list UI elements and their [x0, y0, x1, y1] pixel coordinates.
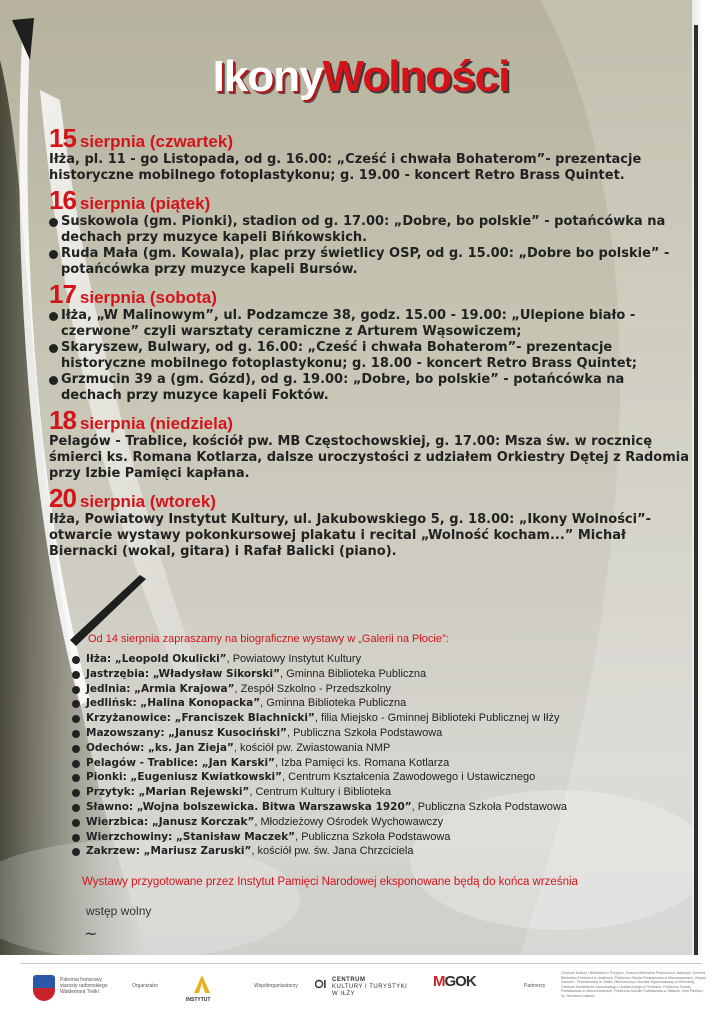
event-date-heading: 18 sierpnia (niedziela) [49, 405, 233, 435]
bullet-icon [49, 344, 58, 353]
ckit-mark-icon [315, 979, 327, 989]
bullet-icon [72, 789, 80, 797]
mgok-logo: MGOK [433, 973, 476, 990]
event-day [49, 483, 689, 560]
coat-of-arms-icon [33, 975, 55, 1001]
event-day [49, 405, 689, 482]
event-item: Iłża, „W Malinowym”, ul. Podzamcze 38, godz. 15.00 - 19.00: „Ulepione biało - czerwone” czyli warsztaty ceramiczne z Arturem Wąsowiczem; [49, 308, 689, 340]
title-word-2: Wolności [322, 52, 510, 101]
list-item: Jedlińsk: „Halina Konopacka”, Gminna Biblioteka Publiczna [72, 696, 672, 711]
bullet-icon [49, 218, 58, 227]
list-item: Mazowszany: „Janusz Kusociński”, Publiczna Szkoła Podstawowa [72, 726, 672, 741]
list-item: Przytyk: „Marian Rejewski”, Centrum Kultury i Biblioteka [72, 785, 672, 800]
list-item: Jedlnia: „Armia Krajowa”, Zespół Szkolno - Przedszkolny [72, 682, 672, 697]
list-item: Wierzchowiny: „Stanisław Maczek”, Publiczna Szkoła Podstawowa [72, 830, 672, 845]
bullet-icon [72, 804, 80, 812]
partners-label: Partnerzy [524, 983, 546, 989]
exhibitions-note: Wystawy przygotowane przez Instytut Pamięci Narodowej eksponowane będą do końca września [82, 876, 578, 888]
event-date-heading: 15 sierpnia (czwartek) [49, 123, 233, 153]
exhibitions-heading: Od 14 sierpnia zapraszamy na biograficzne wystawy w „Galerii na Płocie”: [88, 633, 449, 645]
bullet-icon [72, 686, 80, 694]
bullet-icon [72, 760, 80, 768]
bullet-icon [72, 700, 80, 708]
event-item: Skaryszew, Bulwary, od g. 16.00: „Cześć i chwała Bohaterom”- prezentacje historyczne mobilnego fotoplastykonu; g. 18.00 - koncert Retro Brass Quintet; [49, 340, 689, 372]
patron-text: Patronat honorowy starosty radomskiego Waldemara Trelki [60, 977, 108, 995]
bullet-icon [72, 848, 80, 856]
event-day [49, 123, 689, 184]
list-item: Zakrzew: „Mariusz Zaruski”, kościół pw. św. Jana Chrzciciela [72, 844, 672, 859]
list-item: Odechów: „ks. Jan Zieja”, kościół pw. Zwiastowania NMP [72, 741, 672, 756]
bullet-icon [72, 671, 80, 679]
ckit-line-2: KULTURY I TURYSTYKI [332, 984, 408, 990]
bullet-icon [49, 312, 58, 321]
ckit-line-3: W IŁŻY [332, 991, 356, 997]
event-description: Iłża, pl. 11 - go Listopada, od g. 16.00: „Cześć i chwała Bohaterom”- prezentacje historyczne mobilnego fotoplastykonu; g. 19.00 - koncert Retro Brass Quintet. [49, 152, 642, 183]
title-word-1: Ikony [212, 52, 323, 101]
bullet-icon [72, 774, 80, 782]
event-item: Ruda Mała (gm. Kowala), plac przy świetlicy OSP, od g. 15.00: „Dobre bo polskie” - potańcówka przy muzyce kapeli Bursów. [49, 246, 689, 278]
event-description: Iłża, Powiatowy Instytut Kultury, ul. Jakubowskiego 5, g. 18.00: „Ikony Wolności”- otwarcie wystawy pokonkursowej plakatu i recital „Wolność kocham...” Michał Biernacki (wokal, gitara) i Rafał Balicki (piano). [49, 512, 652, 559]
list-item: Pionki: „Eugeniusz Kwiatkowski”, Centrum Kształcenia Zawodowego i Ustawicznego [72, 770, 672, 785]
bullet-icon [72, 730, 80, 738]
ipn-logo-text: INSTYTUT [186, 997, 211, 1003]
bullet-icon [72, 715, 80, 723]
event-day [49, 279, 689, 404]
event-item: Grzmucin 39 a (gm. Gózd), od g. 19.00: „Dobre, bo polskie” - potańcówka na dechach przy muzyce kapeli Foktów. [49, 372, 689, 404]
list-item: Wierzbica: „Janusz Korczak”, Młodzieżowy Ośrodek Wychowawczy [72, 815, 672, 830]
list-item: Pelagów - Trablice: „Jan Karski”, Izba Pamięci ks. Romana Kotlarza [72, 756, 672, 771]
bullet-icon [49, 376, 58, 385]
bullet-icon [49, 250, 58, 259]
ckit-line-1: CENTRUM [332, 977, 366, 983]
event-day [49, 185, 689, 278]
right-frame [692, 0, 722, 955]
exhibitions-list [72, 652, 672, 859]
footer-divider [20, 963, 702, 964]
event-description: Pelagów - Trablice, kościół pw. MB Częstochowskiej, g. 17.00: Msza św. w rocznicę śmierci ks. Romana Kotlarza, dalsze uroczystości z udziałem Orkiestry Dętej z Radomia przy Izbie Pamięci kapłana. [49, 434, 689, 481]
event-item: Suskowola (gm. Pionki), stadion od g. 17.00: „Dobre, bo polskie” - potańcówka na dechach przy muzyce kapeli Bińkowskich. [49, 214, 689, 246]
bullet-icon [72, 834, 80, 842]
partners-fine-print: Centrum Kultury i Biblioteka w Przytyku, Gminna Biblioteka Publiczna w Jastrzębi, Gminna Biblioteka Publiczna w Jedlińsku, Publiczna Szkoła Podstawowa w Mazowszanach, Zespół Szkolno - Przedszkolny w Jedlni, Młodzieżowy Ośrodek Wychowawczy w Wierzbicy, Centrum Kształcenia Zawodowego i Ustawicznego w Pionkach, Publiczna Szkoła Podstawowa w Wierzchowinach, Publiczna Szkoła Podstawowa w Sławnie, Izba Pamięci ks. Romana Kotlarza [561, 971, 706, 998]
free-entry-label: wstęp wolny [86, 904, 152, 918]
ckit-logo [316, 977, 407, 998]
tilde-mark: ~ [84, 924, 98, 943]
bullet-icon [72, 745, 80, 753]
event-date-heading: 17 sierpnia (sobota) [49, 279, 217, 309]
organizer-label: Organizator [132, 983, 159, 989]
list-item: Sławno: „Wojna bolszewicka. Bitwa Warszawska 1920”, Publiczna Szkoła Podstawowa [72, 800, 672, 815]
event-schedule [49, 123, 689, 566]
event-date-heading: 16 sierpnia (piątek) [49, 185, 211, 215]
bullet-icon [72, 656, 80, 664]
ipn-logo-icon [190, 971, 214, 995]
event-date-heading: 20 sierpnia (wtorek) [49, 483, 216, 513]
list-item: Iłża: „Leopold Okulicki”, Powiatowy Instytut Kultury [72, 652, 672, 667]
poster-title [0, 52, 722, 102]
footer-logos [0, 955, 722, 1024]
list-item: Jastrzębia: „Władysław Sikorski”, Gminna Biblioteka Publiczna [72, 667, 672, 682]
bullet-icon [72, 819, 80, 827]
list-item: Krzyżanowice: „Franciszek Blachnicki”, filia Miejsko - Gminnej Biblioteki Publicznej w Iłży [72, 711, 672, 726]
coorganizers-label: Współorganizatorzy [254, 983, 298, 989]
